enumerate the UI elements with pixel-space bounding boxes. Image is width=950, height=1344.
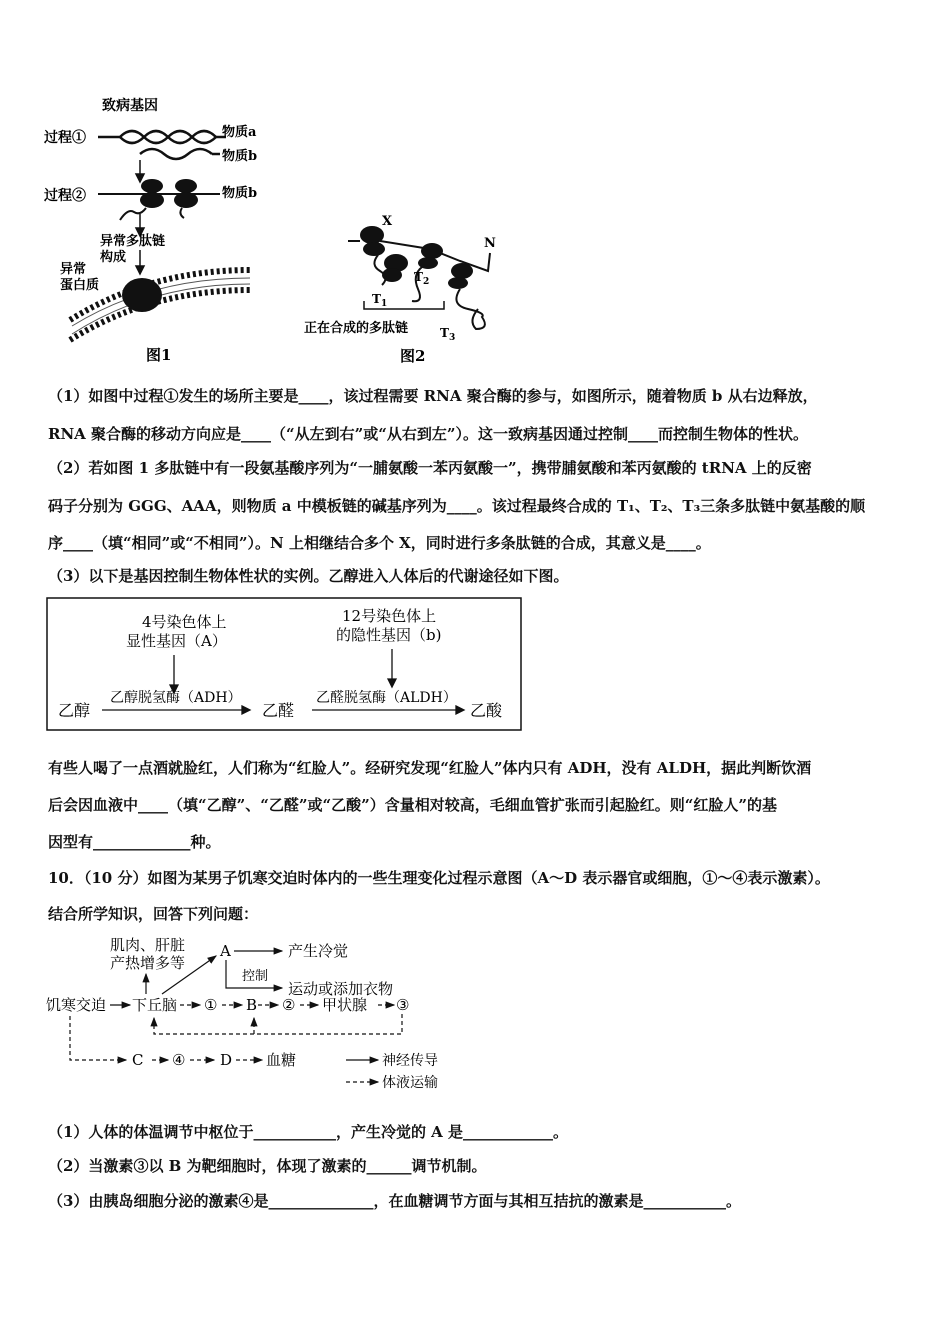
peptide-t1 — [374, 255, 385, 285]
hormone-1: ① — [204, 996, 218, 1014]
gene-b-line1: 12号染色体上 — [342, 607, 437, 625]
ethanol: 乙醇 — [58, 701, 91, 720]
q10-sub3: （3）由胰岛细胞分泌的激素④是______________，在血糖调节方面与其相互拮抗的激素是___________。 — [48, 1192, 741, 1210]
fig1-abnormal-peptide-label: 异常多肽链 — [100, 234, 166, 249]
q9-p1-line1: （1）如图中过程①发生的场所主要是____，该过程需要 RNA 聚合酶的参与，如图所示，随着物质 b 从右边释放， — [48, 387, 818, 405]
figure-1 — [40, 90, 290, 370]
fig1-process1-label: 过程① — [44, 130, 86, 146]
hormone-3: ③ — [396, 996, 410, 1014]
fig1-matter-b2-label: 物质b — [222, 186, 258, 201]
fig1-abnormal-label: 异常 — [60, 262, 87, 277]
q10-sub1: （1）人体的体温调节中枢位于___________，产生冷觉的 A 是____________。 — [48, 1123, 569, 1141]
fig1-gene-label: 致病基因 — [102, 98, 158, 114]
cold-feeling: 产生冷觉 — [288, 942, 349, 960]
arrow-down-1 — [136, 160, 144, 182]
peptide-chain-2 — [180, 208, 184, 218]
fig2-peptide-label: 正在合成的多肽链 — [304, 321, 409, 336]
muscle-liver-line2: 产热增多等 — [110, 954, 186, 972]
gene-b-line2: 的隐性基因（b) — [336, 626, 442, 644]
q10-stem-line2: 结合所学知识，回答下列问题： — [48, 905, 259, 923]
fig1-constitute-label: 构成 — [100, 250, 127, 265]
hypothalamus: 下丘脑 — [132, 996, 178, 1014]
q9-p3-line3: 后会因血液中____（填“乙醇”、“乙醛”或“乙酸”）含量相对较高，毛细血管扩张而引起脸红。则“红脸人”的基 — [48, 796, 778, 814]
figure-2 — [300, 205, 520, 370]
fig2-t1-label: $T_1$ — [372, 292, 388, 309]
aldh-enzyme: 乙醛脱氢酶（ALDH） — [316, 690, 457, 706]
fig2-t2-label: $T_2$ — [414, 270, 430, 287]
q9-p3-line4: 因型有_____________种。 — [48, 833, 221, 851]
control-label: 控制 — [242, 969, 269, 984]
hormone-2: ② — [282, 996, 296, 1014]
gene-a-line2: 显性基因（A） — [126, 632, 227, 650]
fig1-protein-label: 蛋白质 — [60, 278, 100, 293]
q9-p3-line1: （3）以下是基因控制生物体性状的实例。乙醇进入人体后的代谢途径如下图。 — [48, 567, 569, 585]
arrow-down-2 — [136, 214, 144, 236]
node-b: B — [246, 996, 258, 1014]
muscle-liver-line1: 肌肉、肝脏 — [110, 936, 186, 954]
q9-p2-line1: （2）若如图 1 多肽链中有一段氨基酸序列为“一脯氨酸一苯丙氨酸一”，携带脯氨酸和苯丙氨酸的 tRNA 上的反密 — [48, 459, 812, 477]
fig1-process2-label: 过程② — [44, 188, 86, 204]
adh-enzyme: 乙醇脱氢酶（ADH） — [110, 690, 242, 706]
exercise: 运动或添加衣物 — [288, 980, 394, 998]
node-d: D — [220, 1051, 233, 1069]
fig1-matter-a-label: 物质a — [222, 125, 257, 140]
metabolism-diagram — [46, 597, 524, 733]
q9-p2-line3: 序____（填“相同”或“不相同”）。N 上相继结合多个 X，同时进行多条肽链的合成，其意义是____。 — [48, 534, 711, 552]
abnormal-protein — [122, 278, 162, 312]
q10-sub2: （2）当激素③以 B 为靶细胞时，体现了激素的______调节机制。 — [48, 1157, 487, 1175]
q10-stem-line1: 10．（10 分）如图为某男子饥寒交迫时体内的一些生理变化过程示意图（A～D 表示器官或细胞，①～④表示激素）。 — [48, 869, 830, 887]
ribosome-d — [448, 263, 473, 289]
legend-nerve: 神经传导 — [382, 1053, 438, 1069]
peptide-t3 — [456, 289, 484, 329]
thermoregulation-diagram — [44, 934, 464, 1096]
q9-p3-line2: 有些人喝了一点酒就脸红，人们称为“红脸人”。经研究发现“红脸人”体内只有 ADH，没有 ALDH，据此判断饮酒 — [48, 759, 812, 777]
fig2-caption: 图2 — [400, 347, 426, 365]
dna-helix — [98, 131, 226, 159]
gene-a-line1: 4号染色体上 — [142, 613, 227, 631]
peptide-chain-1 — [120, 208, 146, 220]
fig2-n-label: N — [484, 236, 496, 251]
fig1-matter-b1-label: 物质b — [222, 149, 258, 164]
hunger-cold: 饥寒交迫 — [46, 996, 107, 1014]
acetic-acid: 乙酸 — [470, 701, 503, 720]
q9-p2-line2: 码子分别为 GGG、AAA，则物质 a 中模板链的碱基序列为____。该过程最终合成的 T₁、T₂、T₃三条多肽链中氨基酸的顺 — [48, 497, 866, 515]
thyroid: 甲状腺 — [322, 996, 368, 1014]
blood-sugar: 血糖 — [266, 1051, 297, 1069]
acetaldehyde: 乙醛 — [262, 701, 295, 720]
q9-p1-line2: RNA 聚合酶的移动方向应是____（“从左到右”或“从右到左”）。这一致病基因通过控制____而控制生物体的性状。 — [48, 425, 809, 443]
hormone-4: ④ — [172, 1051, 186, 1069]
node-a: A — [220, 942, 231, 960]
fig1-caption: 图1 — [146, 346, 172, 364]
legend-fluid: 体液运输 — [382, 1075, 438, 1091]
arrow-down-3 — [136, 250, 144, 274]
fig2-t3-label: $T_3$ — [440, 326, 456, 343]
node-c: C — [132, 1051, 144, 1069]
fig2-x-label: X — [382, 214, 393, 229]
